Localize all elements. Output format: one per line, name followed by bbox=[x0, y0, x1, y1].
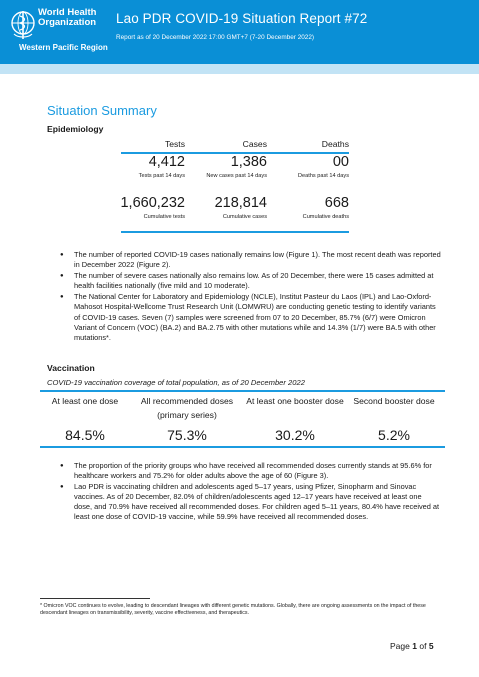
stats-bottom-rule bbox=[121, 231, 349, 233]
vax-value: 30.2% bbox=[275, 427, 315, 443]
list-item: ● The proportion of the priority groups who have received all recommended doses currently stands at 95.6% for healthcare workers and 75.2% for older adults above the age of 60 (Figure 3). bbox=[46, 461, 441, 481]
stat-total-caption: Cumulative tests bbox=[143, 214, 185, 220]
stat-caption: Tests past 14 days bbox=[138, 173, 185, 179]
vaccination-table-caption: COVID-19 vaccination coverage of total population, as of 20 December 2022 bbox=[47, 378, 305, 387]
vax-top-rule bbox=[40, 390, 445, 392]
list-item: ● The National Center for Laboratory and Epidemiology (NCLE), Institut Pasteur du Laos (IPL) and Lao-Oxford-Mahosot Hospital-Wellcome Trust Research Unit (LOMWRU) are conducting genetic testing to identify variants of COVID-19 cases. Seven (7) samples were screened from 07 to 20 December, 85.7% (6/7) were Omicron Variant of Concern (VOC) (BA.2) and BA.2.75 with other mutations while and 14.3% (1/7) were BA.5 with other mutations*. bbox=[46, 292, 441, 342]
stat-total: 668 bbox=[324, 195, 349, 211]
stat-total: 1,660,232 bbox=[120, 195, 185, 211]
vax-column-one-dose bbox=[40, 394, 130, 408]
page-number bbox=[390, 641, 434, 651]
vaccination-heading: Vaccination bbox=[47, 363, 95, 373]
stat-head: Tests bbox=[164, 139, 185, 149]
page-prefix: Page bbox=[390, 641, 410, 651]
vax-head: At least one booster dose bbox=[246, 396, 344, 406]
stat-column-tests bbox=[109, 139, 185, 220]
who-region-name: Western Pacific Region bbox=[19, 43, 108, 52]
stat-total-caption: Cumulative cases bbox=[222, 214, 267, 220]
stat-head: Cases bbox=[242, 139, 267, 149]
epidemiology-bullets bbox=[46, 250, 441, 344]
stat-column-deaths bbox=[273, 139, 349, 220]
report-title: Lao PDR COVID-19 Situation Report #72 bbox=[116, 11, 368, 26]
report-header bbox=[0, 0, 479, 64]
footnote-rule bbox=[40, 598, 150, 599]
stat-head: Deaths bbox=[321, 139, 349, 149]
list-item: ● The number of reported COVID-19 cases nationally remains low (Figure 1). The most recent death was reported in December 2022 (Figure 2). bbox=[46, 250, 441, 270]
who-org-name bbox=[38, 8, 96, 28]
page-total: 5 bbox=[428, 641, 434, 651]
vax-column-booster bbox=[236, 394, 354, 408]
stat-value: 00 bbox=[332, 154, 349, 170]
vaccination-bullets bbox=[46, 461, 441, 524]
stat-total-caption: Cumulative deaths bbox=[302, 214, 349, 220]
list-item: ● Lao PDR is vaccinating children and adolescents aged 5–17 years, using Pfizer, Sinopharm and Sinovac vaccines. As of 20 December, 82.0% of children/adolescents aged 12–17 years have received at least one dose, and 70.9% have received all recommended doses. For children aged 5–11 years, 80.4% have received at least one dose of COVID-19 vaccine, while 59.9% have received all recommended doses. bbox=[46, 482, 441, 522]
stat-caption: New cases past 14 days bbox=[206, 173, 267, 179]
vax-head: Second booster dose bbox=[353, 396, 435, 406]
section-title: Situation Summary bbox=[47, 103, 157, 118]
list-item: ● The number of severe cases nationally also remains low. As of 20 December, there were 15 cases admitted at health facilities nationally (five mild and 10 moderate). bbox=[46, 271, 441, 291]
vax-column-second-booster bbox=[344, 394, 444, 408]
vax-column-all-doses bbox=[128, 394, 246, 422]
footnote: * Omicron VOC continues to evolve, leading to descendant lineages with different genetic mutations. Globally, there are ongoing assessments on the impact of these descendant lineages on transmissibility, severity, vaccine effectiveness, and therapeutics. bbox=[40, 603, 426, 616]
who-emblem-icon bbox=[10, 10, 36, 40]
stat-total: 218,814 bbox=[214, 195, 267, 211]
vax-head: All recommended doses bbox=[140, 396, 234, 406]
stat-caption: Deaths past 14 days bbox=[298, 173, 349, 179]
epidemiology-heading: Epidemiology bbox=[47, 124, 104, 134]
epidemiology-stats-table bbox=[121, 139, 349, 233]
vax-value: 84.5% bbox=[65, 427, 105, 443]
report-subtitle: Report as of 20 December 2022 17:00 GMT+7 (7-20 December 2022) bbox=[116, 34, 315, 41]
stat-value: 4,412 bbox=[148, 154, 185, 170]
org-line-1: World Health bbox=[38, 7, 97, 18]
stat-value: 1,386 bbox=[230, 154, 267, 170]
vax-head: At least one dose bbox=[51, 396, 119, 406]
vax-bottom-rule bbox=[40, 446, 445, 448]
vaccination-coverage-table bbox=[40, 390, 445, 448]
page-of: of bbox=[419, 641, 427, 651]
header-stripe bbox=[0, 64, 479, 74]
org-line-2: Organization bbox=[38, 17, 97, 28]
vax-head-secondary: (primary series) bbox=[157, 410, 217, 420]
vax-value: 75.3% bbox=[167, 427, 207, 443]
page-current: 1 bbox=[412, 641, 417, 651]
stat-column-cases bbox=[191, 139, 267, 220]
vax-value: 5.2% bbox=[378, 427, 410, 443]
